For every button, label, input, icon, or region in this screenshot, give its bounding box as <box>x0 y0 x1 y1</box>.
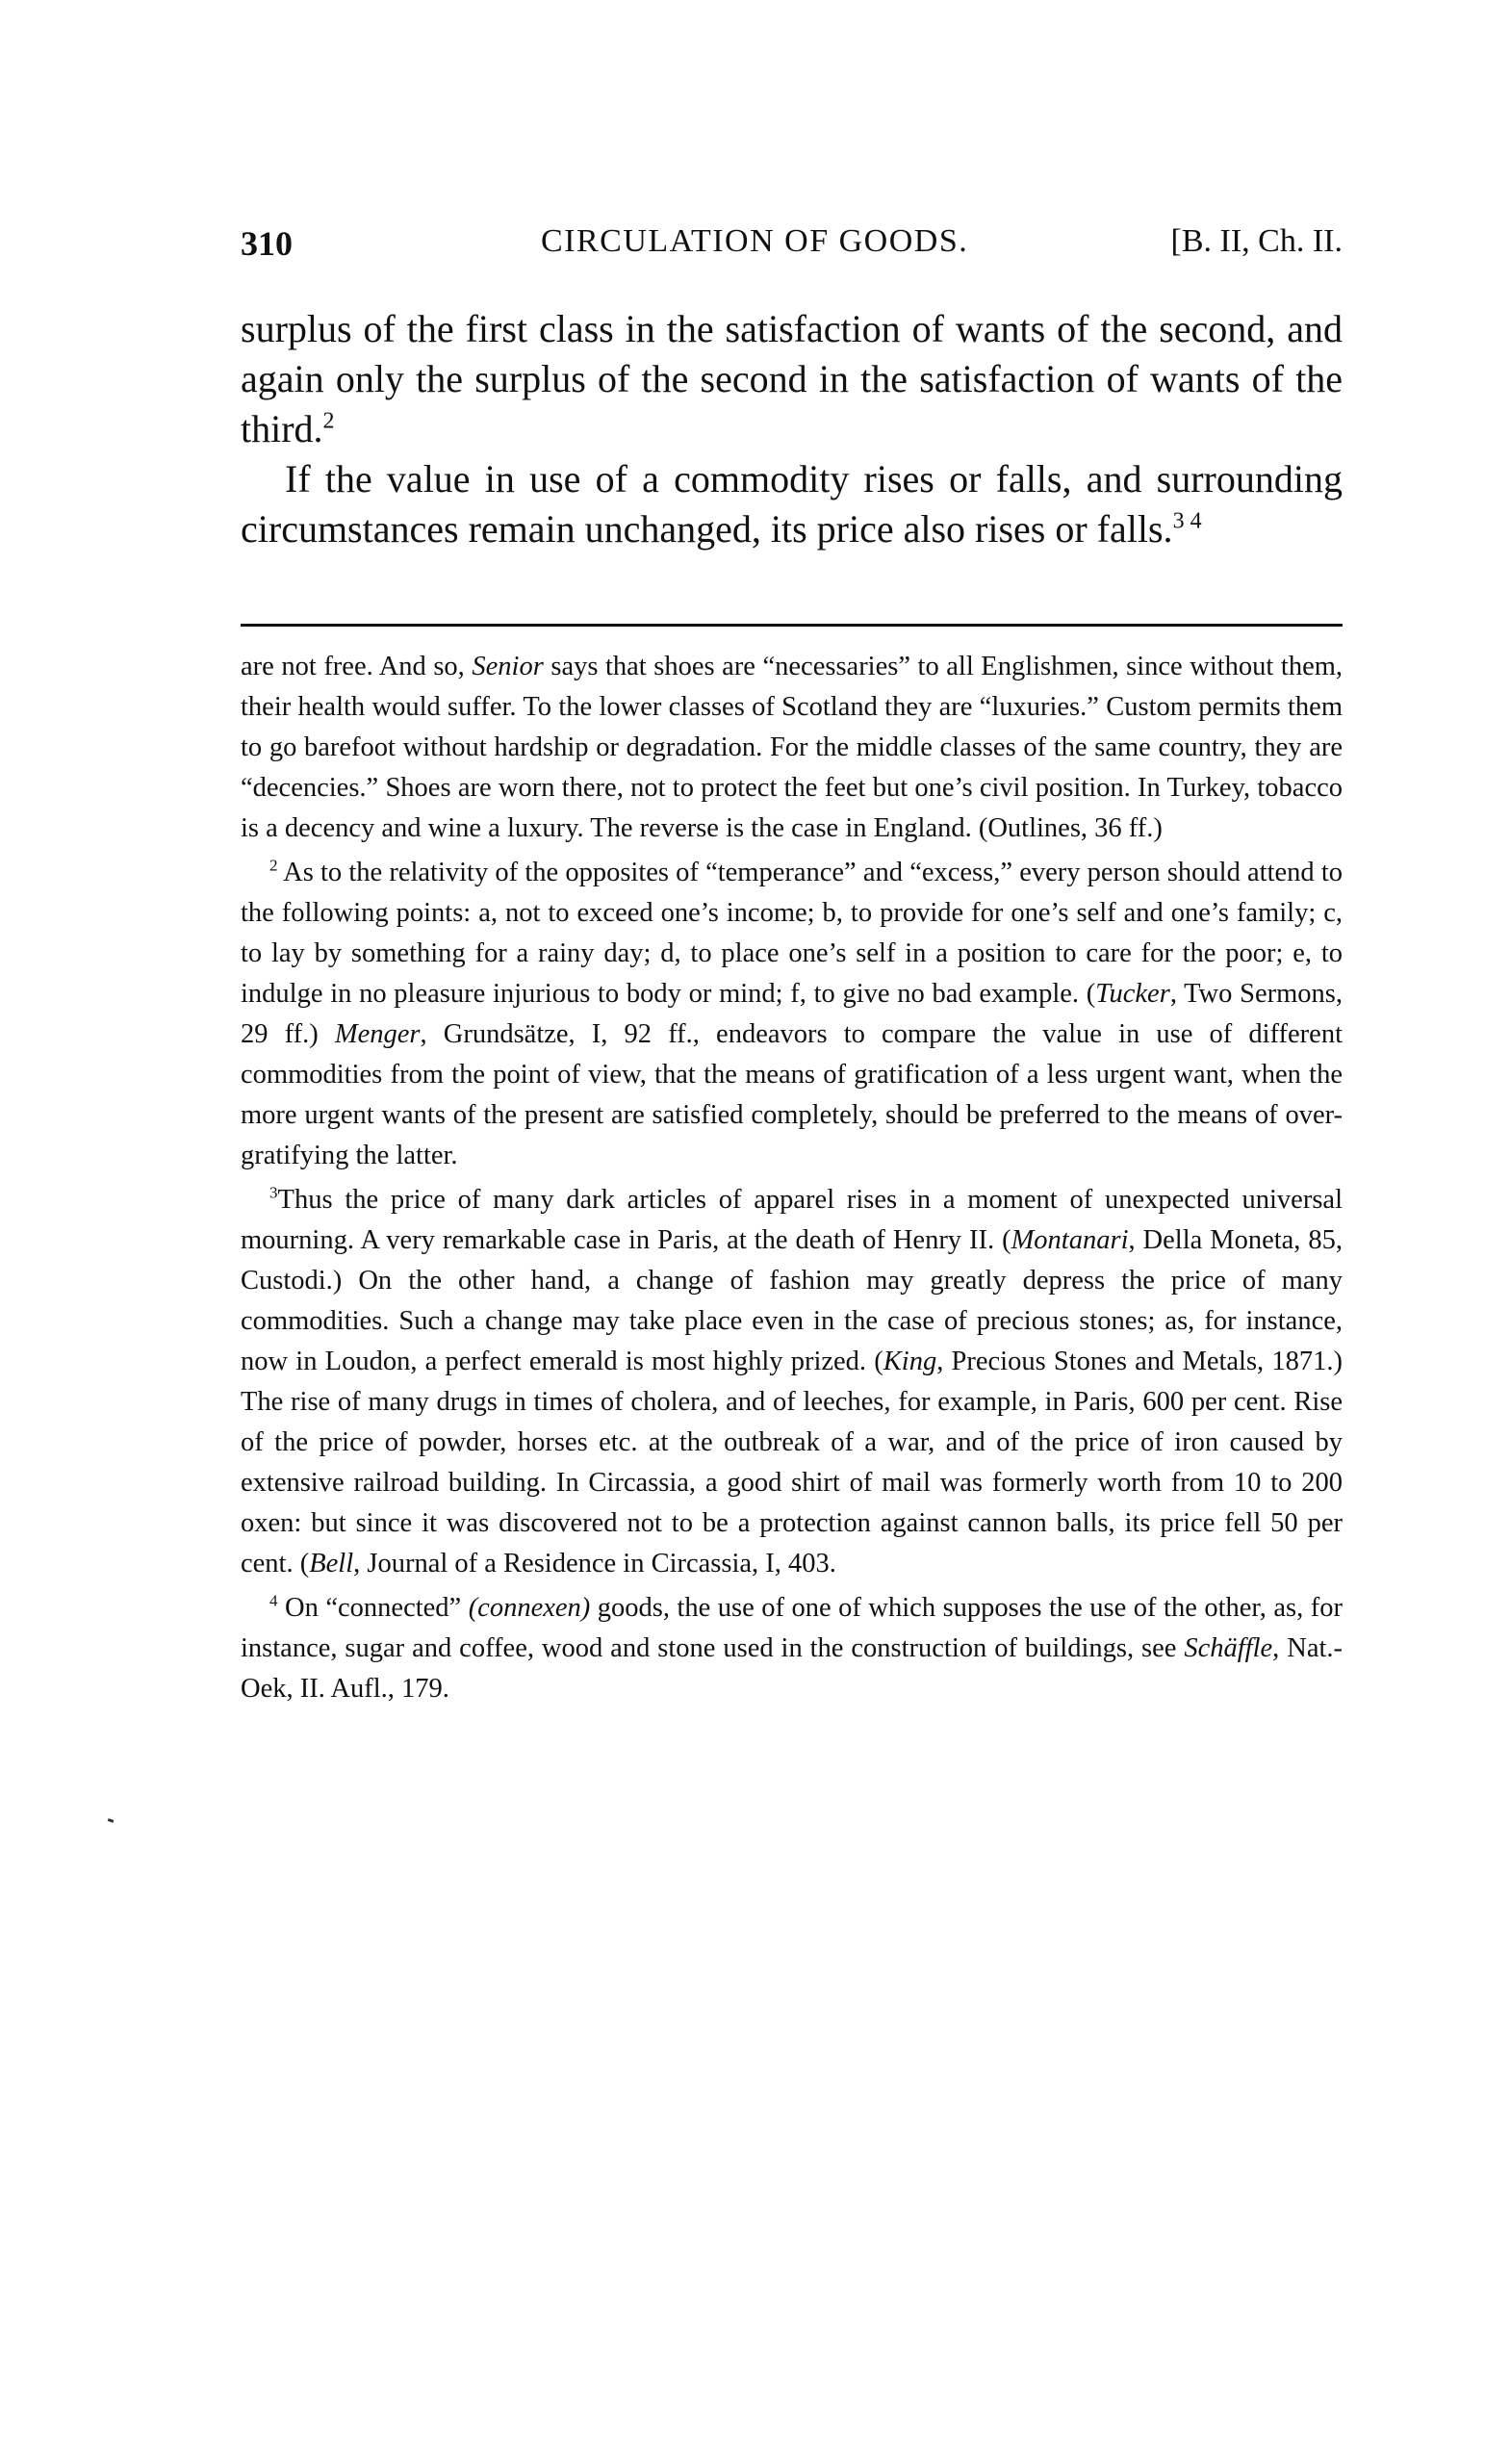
text: , Journal of a Residence in Circassia, I, 403. <box>353 1549 836 1578</box>
text: , Two Sermons, 29 ff.) <box>241 979 1343 1049</box>
text: , Grundsätze, I, 92 ff., endeavors to compare the value in use of different commodities from the point of view, that the means of gratification of a less urgent want, when the more urgent wants of the present are satisfied completely, should be preferred to the means of over-gratifying the latter. <box>241 1019 1343 1170</box>
author-name: Menger <box>334 1019 421 1049</box>
section-reference: [B. II, Ch. II. <box>1170 223 1343 259</box>
scan-speck <box>108 1818 115 1823</box>
text: On “connected” <box>277 1593 469 1623</box>
paragraph-text: surplus of the first class in the satisfaction of wants of the second, and again only the surplus of the second in the satisfaction of wants of the third. <box>241 307 1343 450</box>
footnote-divider <box>241 624 1343 627</box>
author-name: King <box>883 1347 937 1376</box>
text: , Precious Stones and Metals, 1871.) The rise of many drugs in times of cholera, and of leeches, for example, in Paris, 600 per cent. Rise of the price of powder, horses etc. at the outbreak of a war, and of the price of iron caused by extensive railroad building. In Circassia, a good shirt of mail was formerly worth from 10 to 200 oxen: but since it was discovered not to be a protection against cannon balls, its price fell 50 per cent. ( <box>241 1347 1343 1578</box>
author-name: Bell <box>309 1549 354 1578</box>
text: are not free. And so, <box>241 652 473 681</box>
running-title: CIRCULATION OF GOODS. <box>541 223 969 259</box>
running-head <box>241 223 1343 271</box>
author-name: Tucker <box>1095 979 1170 1009</box>
text: , Della Moneta, 85, Custodi.) On the other hand, a change of fashion may greatly depress the price of many commodities. Such a change may take place even in the case of precious stones; as, for instance, now in Loudon, a perfect emerald is most highly prized. ( <box>241 1225 1343 1376</box>
footnote-mark: 4 <box>269 1591 278 1610</box>
footnote-ref: 3 4 <box>1172 508 1202 534</box>
author-name: Schäffle <box>1184 1633 1273 1663</box>
footnote-2 <box>241 853 1343 1176</box>
footnote-4 <box>241 1588 1343 1709</box>
text: goods, the use of one of which supposes the use of the other, as, for instance, sugar and coffee, wood and stone used in the construction of buildings, see <box>241 1593 1343 1663</box>
foreign-term: (connexen) <box>468 1593 591 1623</box>
text: , Nat.-Oek, II. Aufl., 179. <box>241 1633 1343 1704</box>
paragraph-2 <box>241 454 1343 554</box>
paragraph-text: If the value in use of a commodity rises or falls, and surrounding circumstances remain unchanged, its price also rises or falls. <box>241 457 1343 551</box>
footnote-mark: 2 <box>269 856 278 875</box>
footnote-ref: 2 <box>322 408 335 434</box>
footnote-mark: 3 <box>269 1183 278 1202</box>
text: Thus the price of many dark articles of apparel rises in a moment of unexpected universal mourning. A very remarkable case in Paris, at the death of Henry II. ( <box>241 1185 1343 1255</box>
page-number: 310 <box>241 224 293 263</box>
footnote-continuation <box>241 647 1343 849</box>
paragraph-1 <box>241 304 1343 454</box>
author-name: Senior <box>472 652 544 681</box>
footnotes <box>241 647 1343 1713</box>
text: says that shoes are “necessaries” to all Englishmen, since without them, their health would suffer. To the lower classes of Scotland they are “luxuries.” Custom permits them to go barefoot without hardship or degradation. For the middle classes of the same country, they are “decencies.” Shoes are worn there, not to protect the feet but one’s civil position. In Turkey, tobacco is a decency and wine a luxury. The reverse is the case in England. (Outlines, 36 ff.) <box>241 652 1344 843</box>
main-text <box>241 304 1343 554</box>
text: As to the relativity of the opposites of “temperance” and “excess,” every person should attend to the following points: a, not to exceed one’s income; b, to provide for one’s self and one’s family; c, to lay by something for a rainy day; d, to place one’s self in a position to care for the poor; e, to indulge in no pleasure injurious to body or mind; f, to give no bad example. ( <box>241 858 1343 1009</box>
footnote-3 <box>241 1180 1343 1584</box>
author-name: Montanari <box>1011 1225 1129 1255</box>
